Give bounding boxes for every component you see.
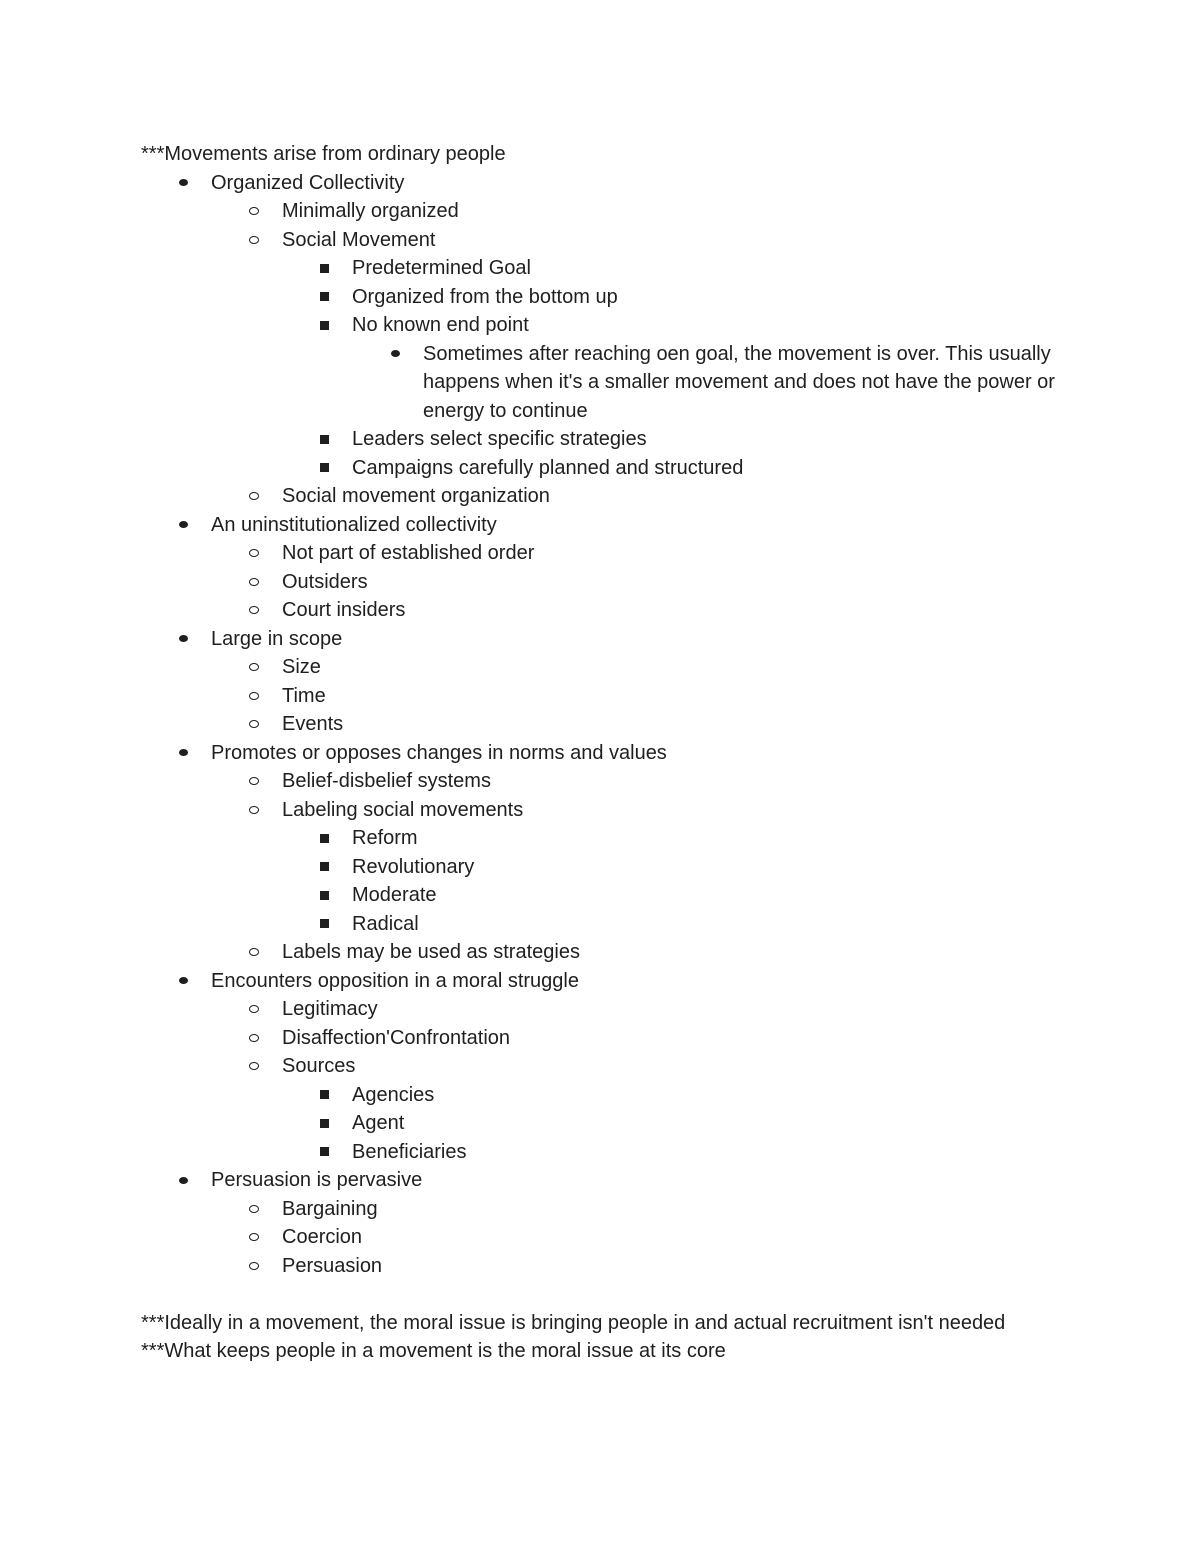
list-item-text: Legitimacy bbox=[282, 998, 378, 1020]
bullet-circle-icon bbox=[247, 1024, 261, 1053]
list-item bbox=[141, 1138, 1061, 1167]
list-item-text: Time bbox=[282, 684, 326, 707]
list-item-text: Social movement organization bbox=[282, 485, 550, 507]
bullet-square-icon bbox=[317, 283, 331, 312]
sub-list bbox=[141, 824, 1061, 938]
list-item-text: Leaders select specific strategies bbox=[352, 428, 647, 450]
sub-list bbox=[141, 653, 1061, 739]
list-item bbox=[141, 1081, 1061, 1110]
list-item-text: Agent bbox=[352, 1112, 405, 1134]
list-item bbox=[141, 511, 1061, 540]
sub-list bbox=[141, 254, 1061, 482]
list-item bbox=[141, 1223, 1061, 1252]
list-item-text: Large in scope bbox=[211, 627, 343, 650]
bullet-circle-icon bbox=[247, 226, 261, 255]
list-item bbox=[141, 340, 1061, 426]
bullet-square-icon bbox=[317, 1109, 331, 1138]
list-item bbox=[141, 425, 1061, 454]
bullet-circle-icon bbox=[247, 710, 261, 739]
bullet-dot-icon bbox=[176, 511, 190, 540]
list-item bbox=[141, 796, 1061, 825]
list-item-text: Predetermined Goal bbox=[352, 257, 531, 279]
list-item-text: Court insiders bbox=[282, 599, 406, 621]
bullet-circle-icon bbox=[247, 682, 261, 711]
list-item bbox=[141, 539, 1061, 568]
bullet-square-icon bbox=[317, 1081, 331, 1110]
bullet-dot-icon bbox=[176, 967, 190, 996]
sub-list bbox=[141, 1195, 1061, 1281]
list-item-text: Organized from the bottom up bbox=[352, 285, 618, 308]
list-item bbox=[141, 283, 1061, 312]
bullet-square-icon bbox=[317, 454, 331, 483]
list-item-text: Sometimes after reaching oen goal, the movement is over. This usually happens when it's a smaller movement and does not have the power or energy to continue bbox=[423, 342, 1055, 422]
list-item bbox=[141, 767, 1061, 796]
list-item-text: Agencies bbox=[352, 1083, 435, 1106]
list-item-text: Belief-disbelief systems bbox=[282, 770, 491, 792]
list-item bbox=[141, 653, 1061, 682]
list-item-text: Sources bbox=[282, 1055, 356, 1077]
closing-note-1: ***Ideally in a movement, the moral issue is bringing people in and actual recruitment isn't needed bbox=[141, 1311, 1006, 1334]
bullet-square-icon bbox=[317, 881, 331, 910]
list-item bbox=[141, 596, 1061, 625]
list-item bbox=[141, 1252, 1061, 1281]
list-item bbox=[141, 995, 1061, 1024]
list-item bbox=[141, 1052, 1061, 1081]
list-item bbox=[141, 197, 1061, 226]
list-item-text: Beneficiaries bbox=[352, 1140, 467, 1163]
bullet-circle-icon bbox=[247, 1223, 261, 1252]
bullet-dot-icon bbox=[176, 739, 190, 768]
list-item-text: Encounters opposition in a moral struggle bbox=[211, 969, 579, 992]
bullet-circle-icon bbox=[247, 596, 261, 625]
list-item bbox=[141, 881, 1061, 910]
list-item bbox=[141, 226, 1061, 255]
list-item-text: Persuasion is pervasive bbox=[211, 1169, 423, 1191]
list-item-text: An uninstitutionalized collectivity bbox=[211, 513, 497, 536]
bullet-circle-icon bbox=[247, 197, 261, 226]
list-item-text: No known end point bbox=[352, 314, 529, 336]
closing-note-2: ***What keeps people in a movement is the moral issue at its core bbox=[141, 1340, 726, 1362]
list-item bbox=[141, 482, 1061, 511]
bullet-circle-icon bbox=[247, 1052, 261, 1081]
bullet-square-icon bbox=[317, 824, 331, 853]
list-item bbox=[141, 853, 1061, 882]
list-item-text: Persuasion bbox=[282, 1254, 383, 1277]
bullet-square-icon bbox=[317, 254, 331, 283]
bullet-square-icon bbox=[317, 311, 331, 340]
paragraph-spacer bbox=[141, 1280, 1061, 1309]
outline-list bbox=[141, 169, 1061, 1281]
bullet-square-icon bbox=[317, 910, 331, 939]
sub-list bbox=[141, 1081, 1061, 1167]
list-item-text: Bargaining bbox=[282, 1197, 378, 1220]
list-item-text: Labeling social movements bbox=[282, 798, 524, 821]
list-item-text: Not part of established order bbox=[282, 542, 535, 564]
list-item bbox=[141, 568, 1061, 597]
list-item bbox=[141, 625, 1061, 654]
list-item-text: Radical bbox=[352, 912, 419, 935]
list-item bbox=[141, 824, 1061, 853]
list-item-text: Moderate bbox=[352, 884, 437, 906]
list-item bbox=[141, 311, 1061, 340]
sub-list bbox=[141, 539, 1061, 625]
list-item-text: Minimally organized bbox=[282, 200, 459, 222]
list-item-text: Reform bbox=[352, 827, 418, 849]
list-item-text: Events bbox=[282, 713, 344, 735]
bullet-circle-icon bbox=[247, 482, 261, 511]
list-item-text: Promotes or opposes changes in norms and values bbox=[211, 741, 667, 764]
bullet-circle-icon bbox=[247, 568, 261, 597]
intro-note: ***Movements arise from ordinary people bbox=[141, 143, 506, 165]
list-item-text: Social Movement bbox=[282, 228, 436, 251]
sub-list bbox=[141, 197, 1061, 511]
sub-list bbox=[141, 995, 1061, 1166]
list-item-text: Disaffection'Confrontation bbox=[282, 1026, 511, 1049]
bullet-dot-icon bbox=[388, 340, 402, 369]
bullet-circle-icon bbox=[247, 653, 261, 682]
bullet-circle-icon bbox=[247, 796, 261, 825]
bullet-square-icon bbox=[317, 1138, 331, 1167]
list-item bbox=[141, 938, 1061, 967]
bullet-circle-icon bbox=[247, 1252, 261, 1281]
list-item bbox=[141, 254, 1061, 283]
list-item bbox=[141, 682, 1061, 711]
list-item bbox=[141, 910, 1061, 939]
bullet-circle-icon bbox=[247, 938, 261, 967]
bullet-square-icon bbox=[317, 853, 331, 882]
list-item-text: Outsiders bbox=[282, 570, 368, 593]
document-body bbox=[141, 140, 1061, 1366]
bullet-dot-icon bbox=[176, 625, 190, 654]
list-item bbox=[141, 454, 1061, 483]
bullet-dot-icon bbox=[176, 169, 190, 198]
list-item bbox=[141, 1166, 1061, 1195]
list-item bbox=[141, 739, 1061, 768]
list-item-text: Coercion bbox=[282, 1226, 363, 1248]
list-item-text: Organized Collectivity bbox=[211, 171, 405, 194]
bullet-square-icon bbox=[317, 425, 331, 454]
bullet-dot-icon bbox=[176, 1166, 190, 1195]
sub-list bbox=[141, 767, 1061, 967]
list-item bbox=[141, 1024, 1061, 1053]
list-item bbox=[141, 967, 1061, 996]
list-item-text: Size bbox=[282, 656, 321, 678]
list-item bbox=[141, 169, 1061, 198]
list-item bbox=[141, 1109, 1061, 1138]
bullet-circle-icon bbox=[247, 1195, 261, 1224]
list-item bbox=[141, 710, 1061, 739]
bullet-circle-icon bbox=[247, 995, 261, 1024]
bullet-circle-icon bbox=[247, 767, 261, 796]
list-item-text: Revolutionary bbox=[352, 855, 475, 878]
list-item bbox=[141, 1195, 1061, 1224]
list-item-text: Labels may be used as strategies bbox=[282, 941, 580, 963]
list-item-text: Campaigns carefully planned and structured bbox=[352, 456, 744, 479]
sub-list bbox=[141, 340, 1061, 426]
bullet-circle-icon bbox=[247, 539, 261, 568]
